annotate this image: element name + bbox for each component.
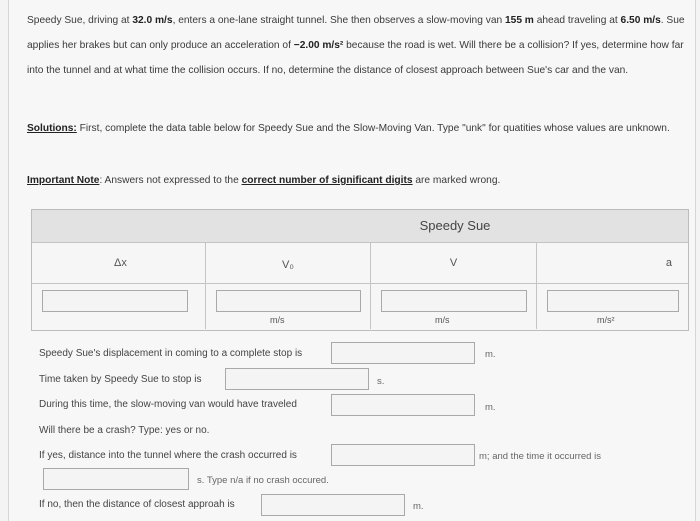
- table-title: Speedy Sue: [419, 218, 491, 233]
- header-v: V: [371, 243, 537, 283]
- table-column-headers: [32, 243, 688, 284]
- problem-statement: [27, 8, 687, 83]
- closest-approach-input[interactable]: [261, 494, 405, 516]
- van-speed-value: 6.50 m/s: [620, 15, 661, 26]
- table-cell-v0: [206, 284, 371, 329]
- crash-question: Will there be a crash? Type: yes or no.: [39, 425, 210, 436]
- van-distance-value: 155 m: [504, 15, 534, 26]
- header-a: a: [665, 257, 672, 269]
- v-input[interactable]: [381, 290, 527, 312]
- table-input-row: [32, 284, 688, 329]
- closest-approach-label: If no, then the distance of closest approah is: [39, 499, 235, 510]
- stop-time-label: Time taken by Speedy Sue to stop is: [39, 374, 202, 385]
- delta-x-input[interactable]: [42, 290, 188, 312]
- closest-approach-unit: m.: [413, 501, 424, 512]
- crash-time-input[interactable]: [43, 468, 189, 490]
- van-travel-input[interactable]: [331, 394, 475, 416]
- problem-text: Speedy Sue, driving at: [27, 15, 133, 26]
- note-text: : Answers not expressed to the: [99, 175, 242, 186]
- a-unit: m/s²: [597, 315, 615, 325]
- stop-time-unit: s.: [377, 376, 385, 387]
- table-cell-a: [537, 284, 688, 329]
- acceleration-value: −2.00 m/s²: [293, 40, 344, 51]
- displacement-unit: m.: [485, 349, 496, 360]
- header-v0: V₀: [206, 243, 371, 283]
- problem-text: ahead traveling at: [533, 15, 621, 26]
- table-cell-v: [371, 284, 537, 329]
- crash-distance-label: If yes, distance into the tunnel where the crash occurred is: [39, 450, 297, 461]
- solutions-text: First, complete the data table below for Speedy Sue and the Slow-Moving Van. Type "unk" for quatities whose values are unknown.: [76, 123, 670, 134]
- v0-input[interactable]: [216, 290, 361, 312]
- displacement-input[interactable]: [331, 342, 475, 364]
- v-unit: m/s: [435, 315, 450, 325]
- a-input[interactable]: [547, 290, 679, 312]
- van-travel-label: During this time, the slow-moving van would have traveled: [39, 399, 297, 410]
- initial-speed-value: 32.0 m/s: [132, 15, 173, 26]
- problem-text: . Sue applies her brakes but can only produce an acceleration of: [27, 15, 685, 51]
- data-table: [31, 209, 689, 331]
- crash-time-unit: s. Type n/a if no crash occured.: [197, 475, 329, 486]
- table-header: [32, 210, 688, 243]
- note-emphasis: correct number of significant digits: [241, 175, 413, 186]
- note-text: are marked wrong.: [412, 175, 501, 186]
- problem-text: , enters a one-lane straight tunnel. She then observes a slow-moving van: [172, 15, 505, 26]
- stop-time-input[interactable]: [225, 368, 369, 390]
- solutions-label: Solutions:: [27, 123, 77, 134]
- v0-unit: m/s: [270, 315, 285, 325]
- van-travel-unit: m.: [485, 402, 496, 413]
- important-note-label: Important Note: [27, 175, 100, 186]
- important-note: [27, 168, 687, 193]
- page: [8, 0, 696, 521]
- displacement-label: Speedy Sue's displacement in coming to a complete stop is: [39, 348, 303, 359]
- table-cell-delta-x: [32, 284, 206, 329]
- crash-answer-input[interactable]: [331, 444, 475, 466]
- solutions-instructions: [27, 116, 687, 141]
- crash-distance-unit: m; and the time it occurred is: [479, 451, 601, 462]
- header-delta-x: Δx: [32, 243, 206, 283]
- problem-text: because the road is wet. Will there be a collision? If yes, determine how far into the tunnel and at what time the collision occurs. If no, determine the distance of closest approach between Sue's car and the van.: [27, 40, 684, 76]
